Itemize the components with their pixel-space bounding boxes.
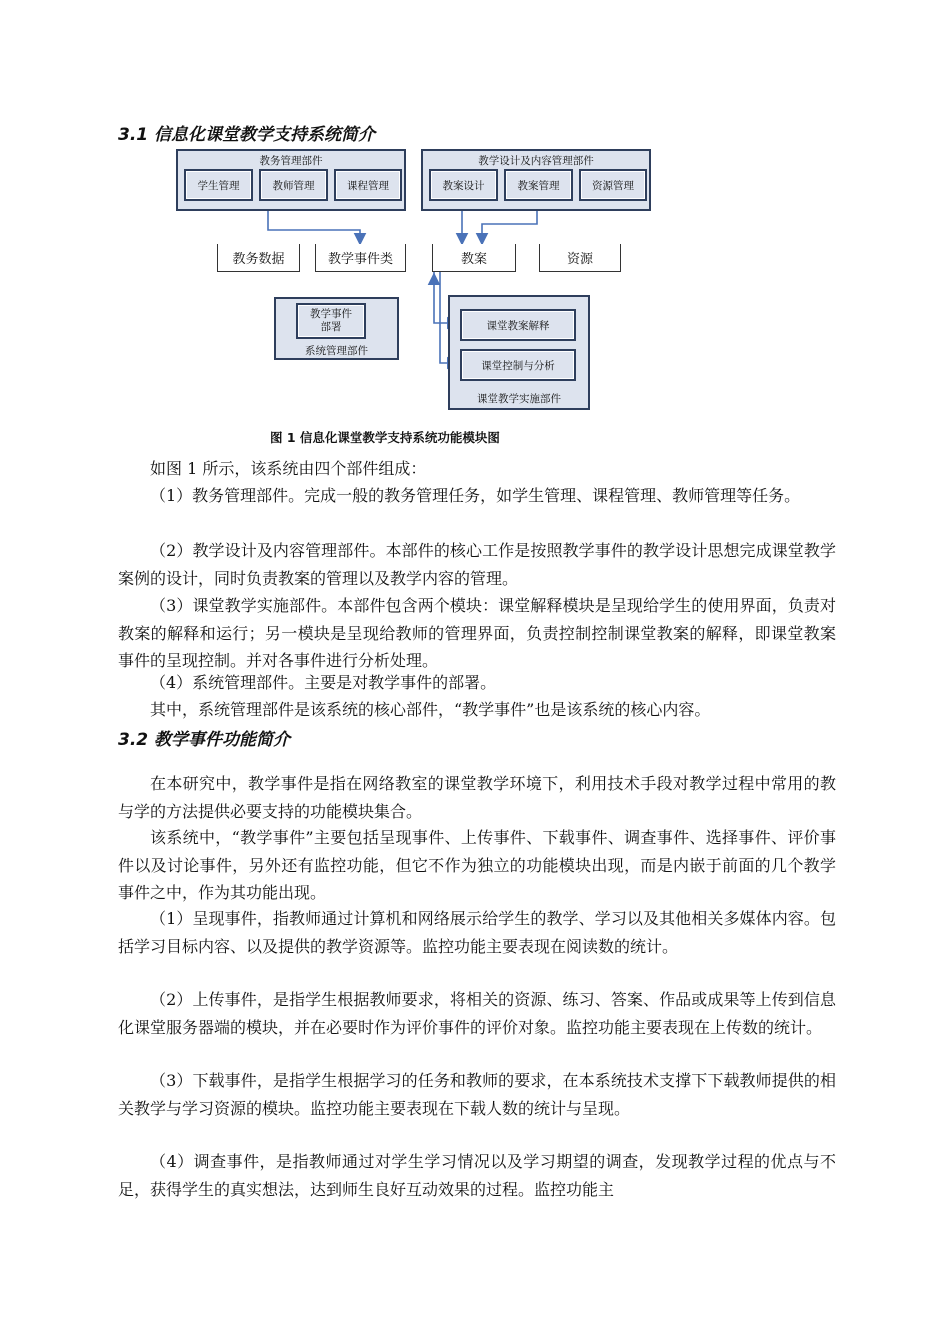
lesson-interpret-box: 课堂教案解释 [460,309,576,341]
paragraph: （3）课堂教学实施部件。本部件包含两个模块：课堂解释模块是呈现给学生的使用界面，负责对教案的解释和运行；另一模块是呈现给教师的管理界面，负责控制控制课堂教案的解释，即课堂教案事件的呈现控制。并对各事件进行分析处理。 [118,596,836,670]
design-content-title: 教学设计及内容管理部件 [478,155,594,167]
paragraph: （2）教学设计及内容管理部件。本部件的核心工作是按照教学事件的教学设计思想完成课堂教学案例的设计，同时负责教案的管理以及教学内容的管理。 [118,541,836,588]
teaching-event-class-node: 教学事件类 [315,244,406,272]
paragraph: （2）上传事件，是指学生根据教师要求，将相关的资源、练习、答案、作品或成果等上传到信息化课堂服务器端的模块，并在必要时作为评价事件的评价对象。监控功能主要表现在上传数的统计。 [118,990,836,1037]
edu-admin-title: 教务管理部件 [259,155,323,167]
event-deploy-line2: 部署 [320,321,342,333]
paragraph: （4）调查事件，是指教师通过对学生学习情况以及学习期望的调查，发现教学过程的优点与不足，获得学生的真实想法，达到师生良好互动效果的过程。监控功能主 [118,1152,836,1199]
lesson-plan-node: 教案 [432,244,516,272]
resource-node: 资源 [539,244,621,272]
teacher-mgmt-box: 教师管理 [259,169,328,201]
paragraph: 该系统中，“教学事件”主要包括呈现事件、上传事件、下载事件、调查事件、选择事件、评价事件以及讨论事件，另外还有监控功能，但它不作为独立的功能模块出现，而是内嵌于前面的几个教学事件之中，作为其功能出现。 [118,828,836,902]
figure-caption: 图 1 信息化课堂教学支持系统功能模块图 [270,430,500,445]
paragraph: 其中，系统管理部件是该系统的核心部件，“教学事件”也是该系统的核心内容。 [150,700,711,719]
classroom-component [448,295,590,410]
paragraph: 如图 1 所示，该系统由四个部件组成： [150,459,427,478]
edu-data-node: 教务数据 [217,244,300,272]
paragraph: 在本研究中，教学事件是指在网络教室的课堂教学环境下，利用技术手段对教学过程中常用的教与学的方法提供必要支持的功能模块集合。 [118,774,836,821]
course-mgmt-box: 课程管理 [334,169,402,201]
paragraph: （4）系统管理部件。主要是对教学事件的部署。 [150,673,497,692]
event-deploy-box [296,303,366,339]
lesson-mgmt-box: 教案管理 [504,169,573,201]
section-heading-3-2: 3.2 教学事件功能简介 [118,730,291,750]
function-module-diagram [0,0,950,420]
lesson-design-box: 教案设计 [429,169,498,201]
sys-admin-component [274,297,399,360]
resource-mgmt-box: 资源管理 [579,169,647,201]
classroom-title: 课堂教学实施部件 [477,393,561,405]
edu-admin-component [176,149,406,211]
class-control-box: 课堂控制与分析 [460,349,576,381]
section-heading-3-1: 3.1 信息化课堂教学支持系统简介 [118,125,376,145]
paragraph: （1）教务管理部件。完成一般的教务管理任务，如学生管理、课程管理、教师管理等任务。 [150,486,801,505]
event-deploy-line1: 教学事件 [310,308,352,320]
design-content-component [421,149,651,211]
student-mgmt-box: 学生管理 [184,169,253,201]
sys-admin-title: 系统管理部件 [305,345,368,357]
paragraph: （1）呈现事件，指教师通过计算机和网络展示给学生的教学、学习以及其他相关多媒体内容。包括学习目标内容、以及提供的教学资源等。监控功能主要表现在阅读数的统计。 [118,909,836,956]
paragraph: （3）下载事件，是指学生根据学习的任务和教师的要求，在本系统技术支撑下下载教师提供的相关教学与学习资源的模块。监控功能主要表现在下载人数的统计与呈现。 [118,1071,836,1118]
